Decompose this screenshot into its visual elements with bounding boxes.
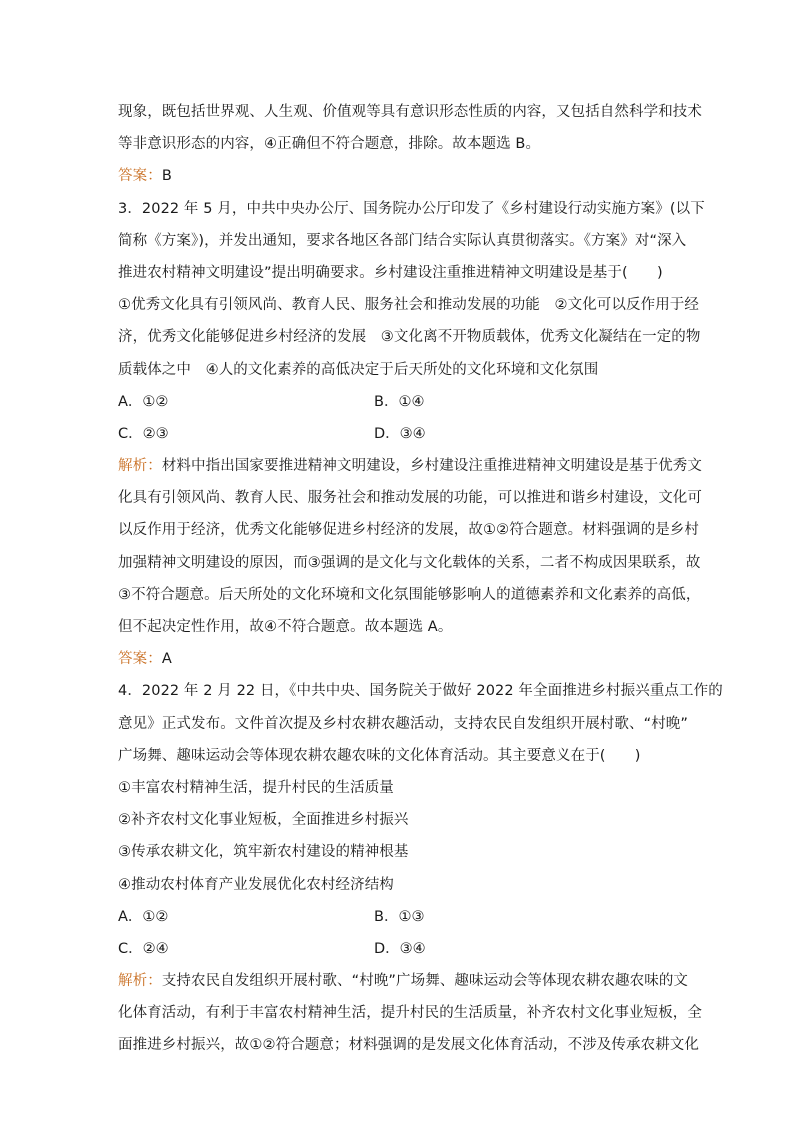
q4-analysis-line: 面推进乡村振兴，故①②符合题意；材料强调的是发展文化体育活动，不涉及传承农耕文化 <box>118 1037 699 1054</box>
q3-option-d: D．③④ <box>374 425 426 442</box>
analysis-label: 解析： <box>118 973 162 990</box>
q3-option-c: C．②③ <box>118 425 169 442</box>
q3-item-line: 济，优秀文化能够促进乡村经济的发展 ③文化离不开物质载体，优秀文化凝结在一定的物 <box>118 329 701 346</box>
q3-stem-line: 推进农村精神文明建设”提出明确要求。乡村建设注重推进精神文明建设是基于( ) <box>118 264 663 281</box>
q3-options-row <box>118 386 682 418</box>
q3-analysis-line: 但不起决定性作用，故④不符合题意。故本题选 A。 <box>118 619 453 635</box>
q4-stem-line: 意见》正式发布。文件首次提及乡村农耕农趣活动，支持农民自发组织开展村歌、“村晚” <box>118 715 689 732</box>
q4-options-row <box>118 901 682 933</box>
q4-item-line: ④推动农村体育产业发展优化农村经济结构 <box>118 876 394 893</box>
q4-options-row <box>118 933 682 965</box>
q4-option-a: A．①② <box>118 908 169 925</box>
prev-analysis-line: 等非意识形态的内容，④正确但不符合题意，排除。故本题选 B。 <box>118 136 541 153</box>
q4-item-line: ①丰富农村精神生活，提升村民的生活质量 <box>118 779 394 796</box>
answer-value: B <box>161 168 172 185</box>
q3-options-row <box>118 418 682 450</box>
q3-option-b: B．①④ <box>374 393 425 410</box>
document-page <box>118 96 723 1062</box>
q3-analysis-line: ③不符合题意。后天所处的文化环境和文化氛围能够影响人的道德素养和文化素养的高低， <box>118 586 701 603</box>
answer-label: 答案： <box>118 651 162 668</box>
q3-stem-line: 3．2022 年 5 月，中共中央办公厅、国务院办公厅印发了《乡村建设行动实施方案》(以下 <box>118 200 705 217</box>
q4-stem-line: 广场舞、趣味运动会等体现农耕农趣农味的文化体育活动。其主要意义在于( ) <box>118 747 641 764</box>
q4-item-line: ③传承农耕文化，筑牢新农村建设的精神根基 <box>118 844 409 861</box>
q3-analysis-text: 材料中指出国家要推进精神文明建设，乡村建设注重推进精神文明建设是基于优秀文 <box>161 458 703 475</box>
prev-answer <box>118 160 682 192</box>
q3-analysis-line <box>118 450 703 482</box>
q4-option-d: D．③④ <box>374 940 426 957</box>
q4-option-b: B．①③ <box>374 908 425 925</box>
q4-stem-line: 4．2022 年 2 月 22 日，《中共中央、国务院关于做好 2022 年全面推进乡村振兴重点工作的 <box>118 683 723 700</box>
prev-analysis-line: 现象，既包括世界观、人生观、价值观等具有意识形态性质的内容，又包括自然科学和技术 <box>118 104 702 120</box>
answer-value: A <box>161 651 172 668</box>
q4-analysis-line: 化体育活动，有利于丰富农村精神生活，提升村民的生活质量，补齐农村文化事业短板，全 <box>118 1005 702 1022</box>
q4-analysis-text: 支持农民自发组织开展村歌、“村晚”广场舞、趣味运动会等体现农耕农趣农味的文 <box>161 973 689 990</box>
answer-label: 答案： <box>118 168 162 185</box>
q3-stem-line: 简称《方案》)，并发出通知，要求各地区各部门结合实际认真贯彻落实。《方案》对“深入 <box>118 232 687 249</box>
q4-option-c: C．②④ <box>118 940 169 957</box>
q3-option-a: A．①② <box>118 393 169 410</box>
q3-item-line: 质载体之中 ④人的文化素养的高低决定于后天所处的文化环境和文化氛围 <box>118 361 599 378</box>
q4-item-line: ②补齐农村文化事业短板，全面推进乡村振兴 <box>118 812 409 829</box>
analysis-label: 解析： <box>118 458 162 475</box>
q3-analysis-line: 化具有引领风尚、教育人民、服务社会和推动发展的功能，可以推进和谐乡村建设，文化可 <box>118 490 702 507</box>
q3-answer <box>118 643 682 675</box>
q3-analysis-line: 加强精神文明建设的原因，而③强调的是文化与文化载体的关系，二者不构成因果联系，故 <box>118 554 701 571</box>
q3-analysis-line: 以反作用于经济，优秀文化能够促进乡村经济的发展，故①②符合题意。材料强调的是乡村 <box>118 522 699 539</box>
q4-analysis-line <box>118 965 689 997</box>
q3-item-line: ①优秀文化具有引领风尚、教育人民、服务社会和推动发展的功能 ②文化可以反作用于经 <box>118 297 699 314</box>
